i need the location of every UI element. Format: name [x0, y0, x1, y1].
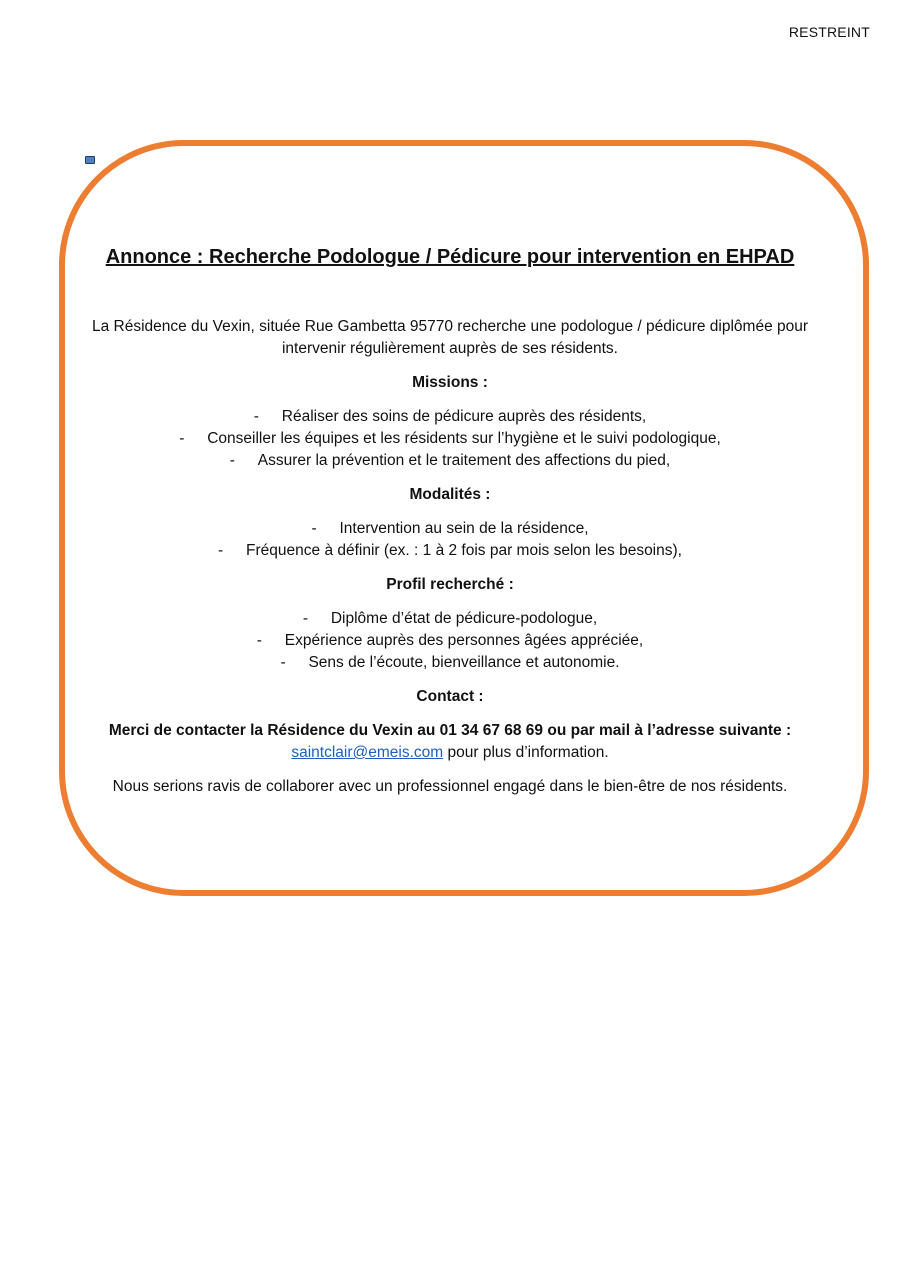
list-item [72, 428, 828, 450]
dash-marker: - [280, 654, 286, 671]
intro-line-1: La Résidence du Vexin, située Rue Gambetta 95770 recherche une podologue / pédicure diplômée pour [91, 318, 809, 335]
dash-marker: - [218, 542, 224, 559]
list-item-text: Conseiller les équipes et les résidents sur l’hygiène et le suivi podologique, [207, 430, 721, 447]
contact-line-2-suffix: pour plus d’information. [443, 744, 609, 761]
list-item [72, 450, 828, 472]
missions-list [72, 406, 828, 472]
list-item-text: Fréquence à définir (ex. : 1 à 2 fois par mois selon les besoins), [246, 542, 682, 559]
missions-heading: Missions : [412, 374, 488, 391]
list-item-text: Sens de l’écoute, bienveillance et autonomie. [308, 654, 620, 671]
list-item [72, 652, 828, 674]
email-link[interactable]: saintclair@emeis.com [291, 744, 444, 761]
list-item-text: Assurer la prévention et le traitement des affections du pied, [257, 452, 671, 469]
profil-heading: Profil recherché : [386, 576, 514, 593]
contact-line-1: Merci de contacter la Résidence du Vexin au 01 34 67 68 69 ou par mail à l’adresse suivante : [108, 722, 792, 739]
dash-marker: - [179, 430, 185, 447]
dash-marker: - [256, 632, 262, 649]
intro-paragraph [72, 316, 828, 360]
dash-marker: - [311, 520, 317, 537]
list-item-text: Expérience auprès des personnes âgées appréciée, [284, 632, 644, 649]
announcement-content [72, 244, 828, 798]
dash-marker: - [229, 452, 235, 469]
announcement-title: Annonce : Recherche Podologue / Pédicure pour intervention en EHPAD [105, 246, 795, 268]
profil-list [72, 608, 828, 674]
list-item [72, 518, 828, 540]
list-item [72, 540, 828, 562]
anchor-icon [85, 156, 95, 164]
dash-marker: - [253, 408, 259, 425]
list-item-text: Intervention au sein de la résidence, [339, 520, 589, 537]
intro-line-2: intervenir régulièrement auprès de ses résidents. [281, 340, 618, 357]
closing-paragraph: Nous serions ravis de collaborer avec un professionnel engagé dans le bien-être de nos résidents. [112, 778, 788, 795]
contact-heading: Contact : [416, 688, 484, 705]
modalites-heading: Modalités : [409, 486, 491, 503]
list-item [72, 630, 828, 652]
dash-marker: - [302, 610, 309, 627]
classification-label: RESTREINT [788, 24, 870, 40]
list-item-text: Réaliser des soins de pédicure auprès des résidents, [281, 408, 647, 425]
list-item [72, 608, 828, 630]
modalites-list [72, 518, 828, 562]
list-item-text: Diplôme d’état de pédicure-podologue, [330, 610, 598, 627]
list-item [72, 406, 828, 428]
contact-paragraph [72, 720, 828, 764]
